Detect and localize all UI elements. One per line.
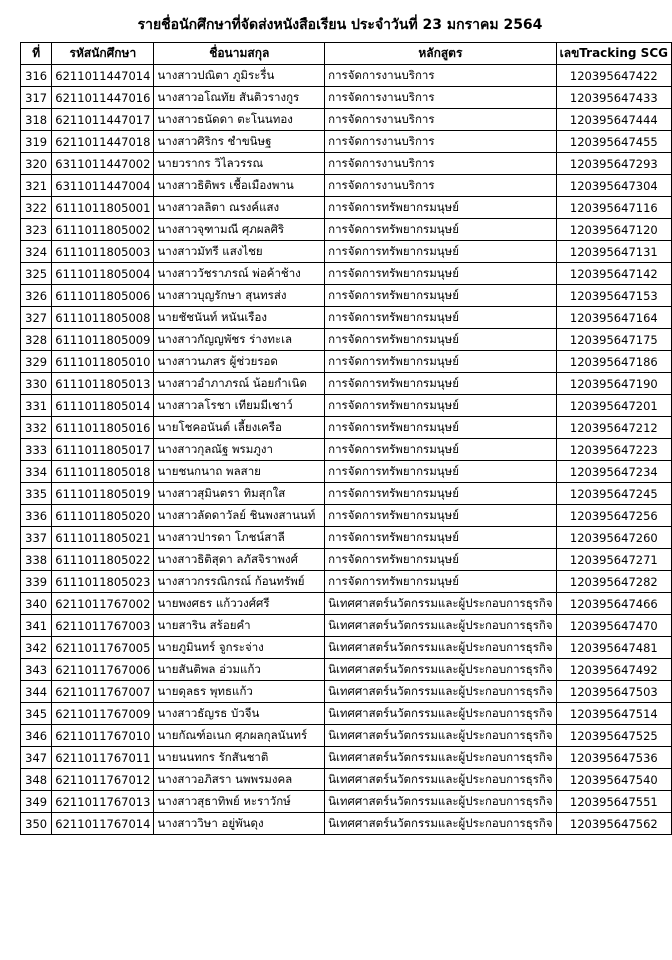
course-cell: การจัดการทรัพยากรมนุษย์ [325, 505, 556, 527]
course-cell: นิเทศศาสตร์นวัตกรรมและผู้ประกอบการธุรกิจ [325, 813, 556, 835]
table-row [21, 769, 672, 791]
table-row [21, 153, 672, 175]
student-table [20, 42, 672, 835]
student-name-cell: นายชัชนันท์ หนันเรือง [154, 307, 325, 329]
row-number-cell: 337 [21, 527, 52, 549]
student-name-cell: นางสาววิษา อยู่พันดุง [154, 813, 325, 835]
course-cell: การจัดการงานบริการ [325, 175, 556, 197]
table-row [21, 395, 672, 417]
student-id-cell: 6111011805003 [52, 241, 154, 263]
course-cell: การจัดการทรัพยากรมนุษย์ [325, 439, 556, 461]
row-number-cell: 332 [21, 417, 52, 439]
student-id-cell: 6211011447016 [52, 87, 154, 109]
student-id-cell: 6111011805020 [52, 505, 154, 527]
student-id-cell: 6111011805021 [52, 527, 154, 549]
student-id-cell: 6111011805001 [52, 197, 154, 219]
student-id-cell: 6111011805009 [52, 329, 154, 351]
table-row [21, 593, 672, 615]
tracking-number-cell: 120395647536 [556, 747, 671, 769]
student-name-cell: นางสาวธิติพร เชื้อเมืองพาน [154, 175, 325, 197]
table-row [21, 615, 672, 637]
row-number-cell: 341 [21, 615, 52, 637]
table-row [21, 549, 672, 571]
tracking-number-cell: 120395647175 [556, 329, 671, 351]
table-row [21, 307, 672, 329]
course-cell: การจัดการทรัพยากรมนุษย์ [325, 285, 556, 307]
tracking-number-cell: 120395647223 [556, 439, 671, 461]
table-row [21, 417, 672, 439]
table-row [21, 659, 672, 681]
row-number-cell: 321 [21, 175, 52, 197]
course-cell: การจัดการทรัพยากรมนุษย์ [325, 483, 556, 505]
row-number-cell: 320 [21, 153, 52, 175]
tracking-number-cell: 120395647455 [556, 131, 671, 153]
student-id-cell: 6211011447017 [52, 109, 154, 131]
course-cell: นิเทศศาสตร์นวัตกรรมและผู้ประกอบการธุรกิจ [325, 791, 556, 813]
student-name-cell: นางสาวบุญรักษา สุนทรส่ง [154, 285, 325, 307]
table-row [21, 197, 672, 219]
row-number-cell: 336 [21, 505, 52, 527]
tracking-number-cell: 120395647201 [556, 395, 671, 417]
table-row [21, 681, 672, 703]
tracking-number-cell: 120395647164 [556, 307, 671, 329]
table-row [21, 747, 672, 769]
row-number-cell: 334 [21, 461, 52, 483]
student-name-cell: นางสาวศิริกร ชำขนิษฐ [154, 131, 325, 153]
tracking-number-cell: 120395647562 [556, 813, 671, 835]
student-id-cell: 6111011805019 [52, 483, 154, 505]
course-cell: การจัดการทรัพยากรมนุษย์ [325, 527, 556, 549]
student-name-cell: นางสาวจุฑามณี ศุภผลศิริ [154, 219, 325, 241]
student-id-cell: 6111011805006 [52, 285, 154, 307]
row-number-cell: 324 [21, 241, 52, 263]
student-id-cell: 6311011447004 [52, 175, 154, 197]
student-id-cell: 6111011805023 [52, 571, 154, 593]
table-row [21, 109, 672, 131]
row-number-cell: 344 [21, 681, 52, 703]
tracking-number-cell: 120395647551 [556, 791, 671, 813]
row-number-cell: 340 [21, 593, 52, 615]
course-cell: การจัดการทรัพยากรมนุษย์ [325, 241, 556, 263]
course-cell: นิเทศศาสตร์นวัตกรรมและผู้ประกอบการธุรกิจ [325, 769, 556, 791]
column-header-student-id: รหัสนักศึกษา [52, 43, 154, 65]
student-id-cell: 6211011767003 [52, 615, 154, 637]
table-row [21, 439, 672, 461]
student-name-cell: นางสาวปารดา โภชน์สาลี [154, 527, 325, 549]
table-row [21, 725, 672, 747]
tracking-number-cell: 120395647120 [556, 219, 671, 241]
row-number-cell: 331 [21, 395, 52, 417]
row-number-cell: 327 [21, 307, 52, 329]
student-name-cell: นายนนทกร รักสันชาติ [154, 747, 325, 769]
tracking-number-cell: 120395647514 [556, 703, 671, 725]
row-number-cell: 322 [21, 197, 52, 219]
student-name-cell: นางสาวลลิตา ณรงค์แสง [154, 197, 325, 219]
tracking-number-cell: 120395647153 [556, 285, 671, 307]
student-id-cell: 6211011767010 [52, 725, 154, 747]
student-id-cell: 6211011767006 [52, 659, 154, 681]
table-row [21, 791, 672, 813]
row-number-cell: 348 [21, 769, 52, 791]
tracking-number-cell: 120395647282 [556, 571, 671, 593]
student-name-cell: นางสาวธิติสุดา ลภัสจิราพงศ์ [154, 549, 325, 571]
student-id-cell: 6111011805016 [52, 417, 154, 439]
tracking-number-cell: 120395647245 [556, 483, 671, 505]
student-id-cell: 6211011447014 [52, 65, 154, 87]
tracking-number-cell: 120395647481 [556, 637, 671, 659]
tracking-number-cell: 120395647525 [556, 725, 671, 747]
tracking-number-cell: 120395647422 [556, 65, 671, 87]
tracking-number-cell: 120395647190 [556, 373, 671, 395]
course-cell: นิเทศศาสตร์นวัตกรรมและผู้ประกอบการธุรกิจ [325, 681, 556, 703]
course-cell: การจัดการทรัพยากรมนุษย์ [325, 351, 556, 373]
tracking-number-cell: 120395647444 [556, 109, 671, 131]
table-row [21, 241, 672, 263]
course-cell: การจัดการงานบริการ [325, 65, 556, 87]
student-id-cell: 6211011767012 [52, 769, 154, 791]
course-cell: การจัดการทรัพยากรมนุษย์ [325, 571, 556, 593]
student-name-cell: นายสาริน สร้อยคำ [154, 615, 325, 637]
column-header-course: หลักสูตร [325, 43, 556, 65]
student-id-cell: 6111011805017 [52, 439, 154, 461]
tracking-number-cell: 120395647234 [556, 461, 671, 483]
row-number-cell: 342 [21, 637, 52, 659]
student-table-container [20, 42, 672, 835]
student-name-cell: นายวรากร วิไลวรรณ [154, 153, 325, 175]
student-name-cell: นางสาวธัญรธ บัวจีน [154, 703, 325, 725]
tracking-number-cell: 120395647131 [556, 241, 671, 263]
table-row [21, 527, 672, 549]
student-id-cell: 6111011805018 [52, 461, 154, 483]
course-cell: นิเทศศาสตร์นวัตกรรมและผู้ประกอบการธุรกิจ [325, 593, 556, 615]
table-header [21, 43, 672, 65]
student-name-cell: นายพงศธร แก้ววงศ์ศรี [154, 593, 325, 615]
row-number-cell: 317 [21, 87, 52, 109]
table-row [21, 65, 672, 87]
course-cell: การจัดการทรัพยากรมนุษย์ [325, 417, 556, 439]
student-id-cell: 6211011447018 [52, 131, 154, 153]
student-id-cell: 6111011805014 [52, 395, 154, 417]
table-row [21, 571, 672, 593]
course-cell: การจัดการทรัพยากรมนุษย์ [325, 549, 556, 571]
student-name-cell: นายโชคอนันต์ เลี้ยงเครือ [154, 417, 325, 439]
row-number-cell: 326 [21, 285, 52, 307]
column-header-full-name: ชื่อนามสกุล [154, 43, 325, 65]
course-cell: การจัดการทรัพยากรมนุษย์ [325, 219, 556, 241]
tracking-number-cell: 120395647540 [556, 769, 671, 791]
student-name-cell: นางสาวกรรณิกรณ์ ก้อนทรัพย์ [154, 571, 325, 593]
table-row [21, 263, 672, 285]
student-id-cell: 6211011767005 [52, 637, 154, 659]
table-row [21, 703, 672, 725]
student-id-cell: 6211011767007 [52, 681, 154, 703]
row-number-cell: 319 [21, 131, 52, 153]
tracking-number-cell: 120395647260 [556, 527, 671, 549]
row-number-cell: 346 [21, 725, 52, 747]
column-header-number: ที่ [21, 43, 52, 65]
course-cell: นิเทศศาสตร์นวัตกรรมและผู้ประกอบการธุรกิจ [325, 637, 556, 659]
student-id-cell: 6111011805002 [52, 219, 154, 241]
student-name-cell: นางสาวลโรชา เทียมมีเชาว์ [154, 395, 325, 417]
tracking-number-cell: 120395647304 [556, 175, 671, 197]
student-name-cell: นางสาววัชราภรณ์ พ่อค้าช้าง [154, 263, 325, 285]
student-id-cell: 6211011767014 [52, 813, 154, 835]
row-number-cell: 318 [21, 109, 52, 131]
row-number-cell: 339 [21, 571, 52, 593]
course-cell: การจัดการงานบริการ [325, 131, 556, 153]
row-number-cell: 349 [21, 791, 52, 813]
tracking-number-cell: 120395647186 [556, 351, 671, 373]
row-number-cell: 323 [21, 219, 52, 241]
student-name-cell: นางสาวธนัดดา ตะโนนทอง [154, 109, 325, 131]
student-name-cell: นางสาวสุมินตรา ทิมสุกใส [154, 483, 325, 505]
student-name-cell: นางสาวอโณทัย สันติวรางกูร [154, 87, 325, 109]
student-id-cell: 6111011805022 [52, 549, 154, 571]
student-id-cell: 6211011767013 [52, 791, 154, 813]
table-row [21, 87, 672, 109]
student-name-cell: นางสาวอำภาภรณ์ น้อยกำเนิด [154, 373, 325, 395]
tracking-number-cell: 120395647256 [556, 505, 671, 527]
table-row [21, 637, 672, 659]
table-row [21, 483, 672, 505]
table-row [21, 461, 672, 483]
column-header-tracking: เลขTracking SCG [556, 43, 671, 65]
tracking-number-cell: 120395647116 [556, 197, 671, 219]
student-id-cell: 6111011805010 [52, 351, 154, 373]
header-row [21, 43, 672, 65]
tracking-number-cell: 120395647142 [556, 263, 671, 285]
page-title: รายชื่อนักศึกษาที่จัดส่งหนังสือเรียน ประจำวันที่ 23 มกราคม 2564 [137, 17, 543, 33]
row-number-cell: 328 [21, 329, 52, 351]
course-cell: การจัดการงานบริการ [325, 109, 556, 131]
student-id-cell: 6111011805004 [52, 263, 154, 285]
student-name-cell: นางสาวกัญญพัชร ร่างทะเล [154, 329, 325, 351]
tracking-number-cell: 120395647212 [556, 417, 671, 439]
row-number-cell: 347 [21, 747, 52, 769]
course-cell: การจัดการทรัพยากรมนุษย์ [325, 373, 556, 395]
student-id-cell: 6311011447002 [52, 153, 154, 175]
student-name-cell: นายกัณฑ์อเนก ศุภผลกุลนันทร์ [154, 725, 325, 747]
table-row [21, 813, 672, 835]
student-id-cell: 6111011805008 [52, 307, 154, 329]
table-row [21, 373, 672, 395]
course-cell: นิเทศศาสตร์นวัตกรรมและผู้ประกอบการธุรกิจ [325, 659, 556, 681]
course-cell: การจัดการทรัพยากรมนุษย์ [325, 461, 556, 483]
course-cell: นิเทศศาสตร์นวัตกรรมและผู้ประกอบการธุรกิจ [325, 703, 556, 725]
student-name-cell: นายสันติพล อ่วมแก้ว [154, 659, 325, 681]
row-number-cell: 338 [21, 549, 52, 571]
student-name-cell: นางสาวกุลณัฐ พรมภูงา [154, 439, 325, 461]
student-name-cell: นายภูมินทร์ จูกระจ่าง [154, 637, 325, 659]
tracking-number-cell: 120395647492 [556, 659, 671, 681]
table-row [21, 131, 672, 153]
table-row [21, 505, 672, 527]
student-id-cell: 6111011805013 [52, 373, 154, 395]
student-name-cell: นายดุลธร พุทธแก้ว [154, 681, 325, 703]
row-number-cell: 329 [21, 351, 52, 373]
student-name-cell: นางสาวสุธาทิพย์ หะราวักษ์ [154, 791, 325, 813]
table-body [21, 65, 672, 835]
table-row [21, 351, 672, 373]
student-id-cell: 6211011767009 [52, 703, 154, 725]
row-number-cell: 316 [21, 65, 52, 87]
course-cell: การจัดการทรัพยากรมนุษย์ [325, 197, 556, 219]
course-cell: การจัดการทรัพยากรมนุษย์ [325, 329, 556, 351]
student-name-cell: นายชนกนาถ พลสาย [154, 461, 325, 483]
student-name-cell: นางสาวนภสร ผู้ช่วยรอด [154, 351, 325, 373]
tracking-number-cell: 120395647470 [556, 615, 671, 637]
course-cell: การจัดการทรัพยากรมนุษย์ [325, 263, 556, 285]
table-row [21, 175, 672, 197]
row-number-cell: 335 [21, 483, 52, 505]
student-name-cell: นางสาวลัดดาวัลย์ ชินพงสานนท์ [154, 505, 325, 527]
tracking-number-cell: 120395647293 [556, 153, 671, 175]
student-name-cell: นางสาวปณิตา ภูมิระรื่น [154, 65, 325, 87]
course-cell: นิเทศศาสตร์นวัตกรรมและผู้ประกอบการธุรกิจ [325, 747, 556, 769]
course-cell: นิเทศศาสตร์นวัตกรรมและผู้ประกอบการธุรกิจ [325, 615, 556, 637]
course-cell: การจัดการงานบริการ [325, 153, 556, 175]
table-row [21, 329, 672, 351]
tracking-number-cell: 120395647466 [556, 593, 671, 615]
row-number-cell: 350 [21, 813, 52, 835]
course-cell: การจัดการทรัพยากรมนุษย์ [325, 307, 556, 329]
course-cell: การจัดการทรัพยากรมนุษย์ [325, 395, 556, 417]
table-row [21, 285, 672, 307]
tracking-number-cell: 120395647271 [556, 549, 671, 571]
row-number-cell: 343 [21, 659, 52, 681]
course-cell: การจัดการงานบริการ [325, 87, 556, 109]
student-name-cell: นางสาวมัทรี แสงไชย [154, 241, 325, 263]
student-id-cell: 6211011767002 [52, 593, 154, 615]
tracking-number-cell: 120395647503 [556, 681, 671, 703]
tracking-number-cell: 120395647433 [556, 87, 671, 109]
row-number-cell: 333 [21, 439, 52, 461]
row-number-cell: 325 [21, 263, 52, 285]
row-number-cell: 345 [21, 703, 52, 725]
row-number-cell: 330 [21, 373, 52, 395]
student-name-cell: นางสาวอภิสรา นพพรมงคล [154, 769, 325, 791]
table-row [21, 219, 672, 241]
course-cell: นิเทศศาสตร์นวัตกรรมและผู้ประกอบการธุรกิจ [325, 725, 556, 747]
student-id-cell: 6211011767011 [52, 747, 154, 769]
